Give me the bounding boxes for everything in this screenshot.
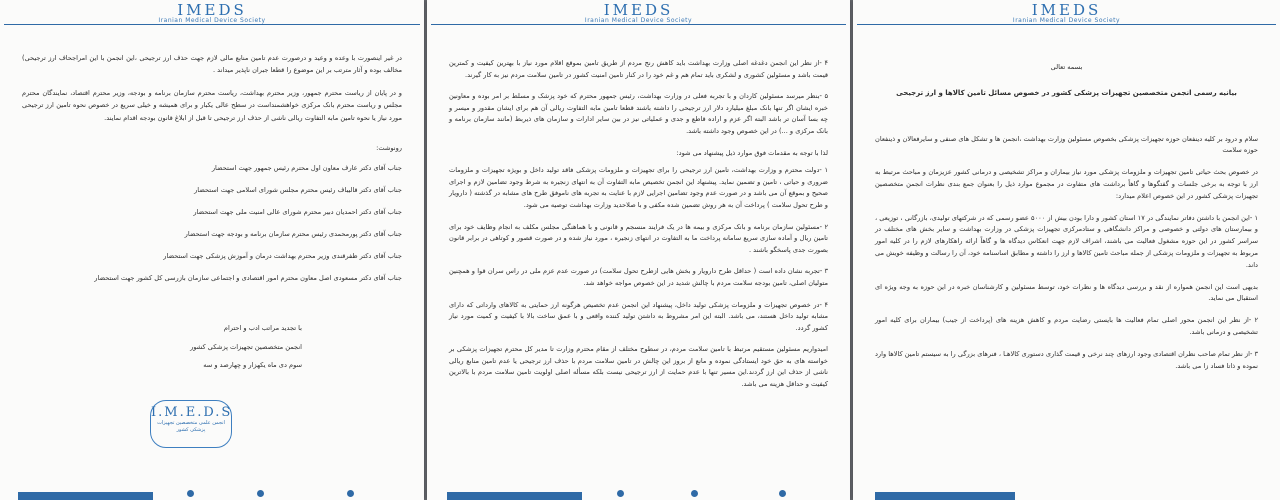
imeds-logo: IMEDS bbox=[603, 1, 674, 19]
paragraph: ۴ -در خصوص تجهیزات و ملزومات پزشکی تولید داخل، پیشنهاد این انجمن عدم تخصیص هرگونه ارز حمایتی به کالاهای وارداتی که دارای مشابه تولید داخل هستند، می باشد. البته این امر مشروط به داشتن تولید کننده واقعی و با عمق ساخت بالا با کیفیت و کمیت مورد نیاز کشور گردد. bbox=[449, 300, 828, 332]
closing: با تجدید مراتب ادب و احترام bbox=[223, 324, 302, 333]
letter-page-1 bbox=[0, 0, 424, 500]
paragraph: در غیر اینصورت با وعده و وعید و درصورت عدم تامین منابع مالی لازم جهت حذف ارز ترجیحی ،این انجمن با این امراجحاف ارز ترجیحی) مخالف بوده و آثار مترتب بر این موضوع را قطعا جبران ناپذیر میداند . bbox=[22, 54, 402, 75]
paragraph: ۲ -مسئولین سازمان برنامه و بانک مرکزی و بیمه ها در یک فرایند منسجم و قانونی و با هماهنگی مجلس مکلف به انجام وظایف خود برای تامین ریال و آماده سازی سریع سامانه پرداخت ما به التفاوت در انتهای زنجیره ، مورد نیاز شده و در صورت قصور و کوتاهی در برابر قانون بصورت جدی پاسخگو باشند . bbox=[449, 222, 828, 254]
paragraph: لذا با توجه به مقدمات فوق موارد ذیل پیشنهاد می شود: bbox=[676, 148, 828, 157]
cc-item: جناب آقای دکتر قالیباف رئیس محترم مجلس شورای اسلامی جهت استحضار bbox=[194, 186, 402, 195]
imeds-logo: IMEDS bbox=[1031, 1, 1102, 19]
paragraph: بدیهی است این انجمن همواره از نقد و بررسی دیدگاه ها و نظرات خود، توسط مسئولین و کارشناسان خبره در این حوزه به وجه ویژه ای استقبال می نماید. bbox=[875, 282, 1258, 303]
footer-bar bbox=[447, 492, 582, 500]
cc-item: جناب آقای دکتر احمدیان دبیر محترم شورای عالی امنیت ملی جهت استحضار bbox=[193, 208, 402, 217]
page-title: بیانیه رسمی انجمن متخصصین تجهیزات پزشکی کشور در خصوص مسائل تامین کالاها و ارز ترجیحی bbox=[896, 88, 1237, 97]
location-icon bbox=[777, 488, 788, 499]
cc-list bbox=[22, 162, 402, 284]
letter-page-3 bbox=[853, 0, 1280, 500]
paragraph: ۵ -بنظر میرسد مسئولین کاردان و با تجربه فعلی در وزارت بهداشت، رئیس جمهور محترم که خود پزشک و مسلط بر امر بوده و معاونین خبره ایشان اگر تنها بانک مبلغ میلیارد دلار ارز ترجیحی را داشته باشند قطعا تامین مابه التفاوت ریالی آن هم برای ایشان مقدور و میسر و چه بسا آسان تر باشد البته اگر عزم و اراده قاطع و جدی و عملیاتی نیز در بین سایر ادارات و سازمان های ذیربط (مانند سازمان برنامه و بانک مرکزی و ...) در این خصوص وجود داشته باشد. bbox=[449, 92, 828, 135]
paragraph: و در پایان از ریاست محترم جمهور، وزیر محترم بهداشت، ریاست محترم سازمان برنامه و بودجه، وزیر محترم اقتصاد، نمایندگان محترم مجلس و ریاست محترم بانک مرکزی خواهشمنداست در سطح عالی یکبار و برای همیشه و خیلی سریع در خصوص نحوه تامین ارز ترجیحی مورد نیاز یا نحوه تامین مابه التفاوت ریالی ناشی از حذف ارز ترجیحی تا قبل از ابلاغ قانون بودجه اقدام نمایند. bbox=[22, 88, 402, 122]
cc-item: جناب آقای دکتر مسعودی اصل معاون محترم امور اقتصادی و اجتماعی سازمان بازرسی کل کشور جهت استحضار bbox=[94, 273, 402, 282]
basmala: بسمه تعالی bbox=[1050, 63, 1083, 71]
cc-item: جناب آقای دکتر پورمحمدی رئیس محترم سازمان برنامه و بودجه جهت استحضار bbox=[184, 230, 402, 239]
stamp-text: انجمن علمی متخصصین تجهیزات پزشکی کشور bbox=[157, 420, 225, 433]
cc-item: جناب آقای دکتر عارف معاون اول محترم رئیس جمهور جهت استحضار bbox=[211, 164, 402, 173]
paragraph: ۲ -از نظر این انجمن محور اصلی تمام فعالیت ها بایستی رضایت مردم و کاهش هزینه های (پرداخت از جیب) بیماران برای کلیه امور تشخیصی و درمانی باشد. bbox=[875, 316, 1258, 336]
footer-bar bbox=[875, 492, 1015, 500]
society-name: Iranian Medical Device Society bbox=[584, 17, 693, 24]
paragraph: ۳ -از نظر تمام صاحب نظران اقتصادی وجود ارزهای چند نرخی و قیمت گذاری دستوری کالاهـا ، فنرهای بزرگی را به سیستم تامین کالاها وارد نموده و ذاتا فساد زا می باشد. bbox=[875, 349, 1258, 370]
cc-title: رونوشت: bbox=[376, 144, 402, 153]
letter-page-2 bbox=[427, 0, 850, 500]
signer: انجمن متخصصین تجهیزات پزشکی کشور bbox=[190, 342, 302, 351]
header-divider bbox=[431, 24, 846, 25]
paragraph: ۱ -دولت محترم و وزارت بهداشت، تامین ارز ترجیحی را برای تجهیزات و ملزومات پزشکی فاقد تولید داخل و بویژه تجهیزات و ملزومات ضروری و حیاتی ، تامین و تضمین نماید. پیشنهاد این انجمن تخصیص مابه التفاوت آن به انتهای زنجیره به شرط وجود تضامین لازم و اجرای صحیح و بموقع آن می باشد و در صورت عدم وجود تضامین اجرایی لازم با عنایت به تجربه های ناموفق طرح های مشابه در گذشته ( دارویار و طرح تحول سلامت ) پرداخت آن به هر روش تضمین شده مکفی و با صلاحدید وزارت بهداشت توصیه می شود. bbox=[449, 166, 828, 209]
society-name: Iranian Medical Device Society bbox=[158, 17, 266, 24]
stamp-logo: I.M.E.D.S bbox=[151, 405, 233, 420]
page-header bbox=[427, 0, 850, 22]
header-divider bbox=[857, 24, 1276, 25]
paragraph: ۳ -تجربه نشان داده است ( حداقل طرح دارویار و بخش هایی ازطرح تحول سلامت) در صورت عدم عزم ملی در راس سران قوا و همچنین متولیان اصلی، تامین بودجه سلامت مردم با چالش شدید در این خصوص مواجه خواهد شد. bbox=[449, 267, 828, 287]
page-header bbox=[853, 0, 1280, 22]
page-header bbox=[0, 0, 424, 22]
cc-item: جناب آقای دکتر ظفرقندی وزیر محترم بهداشت درمان و آموزش پزشکی جهت استحضار bbox=[163, 252, 402, 261]
paragraph: ۴ -از نظر این انجمن دغدغه اصلی وزارت بهداشت باید کاهش رنج مردم از طریق تامین بموقع اقلام مورد نیاز با بهترین کیفیت و کمترین قیمت باشد و مسئولین کشوری و لشکری باید تمام هم و غم خود را در کنار تامین امنیت کشور در تامین سلامت مردم نیز به کار گیرند. bbox=[449, 59, 828, 79]
date: سوم دی ماه یکهزار و چهارصد و سه bbox=[203, 361, 302, 370]
paragraph: در خصوص بحث حیاتی تامین تجهیزات و ملزومات پزشکی مورد نیاز بیماران و مراکز تشخیصی و درمانی کشور عزیزمان و مباحث مرتبط به ارز با توجه به برخی جلسات و گفتگوها و گاهاً برداشت های متفاوت در مجموع موارد ذیل را بعنوان جمع بندی نظرات انجمن متخصصین تجهیزات پزشکی کشور در این خصوص اعلام میدارد: bbox=[875, 168, 1258, 200]
location-icon bbox=[185, 488, 196, 499]
location-icon bbox=[615, 488, 626, 499]
header-divider bbox=[4, 24, 420, 25]
paragraph: ۱ -این انجمن با داشتن دفاتر نمایندگی در ۱۷ استان کشور و دارا بودن بیش از ۵۰۰۰ عضو رسمی که در شرکتهای تولیدی، بازرگانی ، توزیعی ، و بیمارستان های دولتی و خصوصی و مراکز دانشگاهی و ستادمرکزی تجهیزات پزشکی در وزارت بهداشت و سایر بخش های مختلف در سراسر کشور در این حوزه مشغول فعالیت می باشند، اشراف لازم جهت انعکاس دیدگاه ها و گاهاً ارائه راهکارهای لازم را در کلیه امور مربوط به تجهیزات و ملزومات پزشکی از جمله مباحث تامین کالاها و ارز را داشته و مطابق اساسنامه خود، آن را رسالت و وظیفه خویش می داند. bbox=[875, 213, 1258, 269]
society-name: Iranian Medical Device Society bbox=[1012, 17, 1121, 24]
imeds-logo: IMEDS bbox=[177, 1, 247, 19]
location-icon bbox=[689, 488, 700, 499]
location-icon bbox=[345, 488, 356, 499]
paragraph: سلام و درود بر کلیه دینفعان حوزه تجهیزات پزشکی بخصوص مسئولین وزارت بهداشت ،انجمن ها و تشکل های صنفی و سایرفعالان و ذینفعان حوزه سلامت bbox=[875, 134, 1258, 155]
footer-bar bbox=[18, 492, 153, 500]
paragraph: امیدواریم مسئولین مستقیم مرتبط با تامین سلامت مردم، در سطوح مختلف از مقام محترم وزارت تا مدیر کل محترم تجهیزات پزشکی بر خواسته های به حق خود ایستادگی نموده و مانع از بروز این چالش در تامین سلامت مردم با حذف ارز ترجیحی یا عدم تامین منابع ریالی ناشی از حذف این ارز گردند.این مسیر تنها با عدم حمایت از ارز ترجیحی نیست بلکه مسأله اصلی اولویت تامین سلامت مردم با بالاترین کیفیت و حداقل هزینه می باشد. bbox=[449, 345, 828, 389]
society-stamp bbox=[150, 400, 232, 448]
location-icon bbox=[255, 488, 266, 499]
